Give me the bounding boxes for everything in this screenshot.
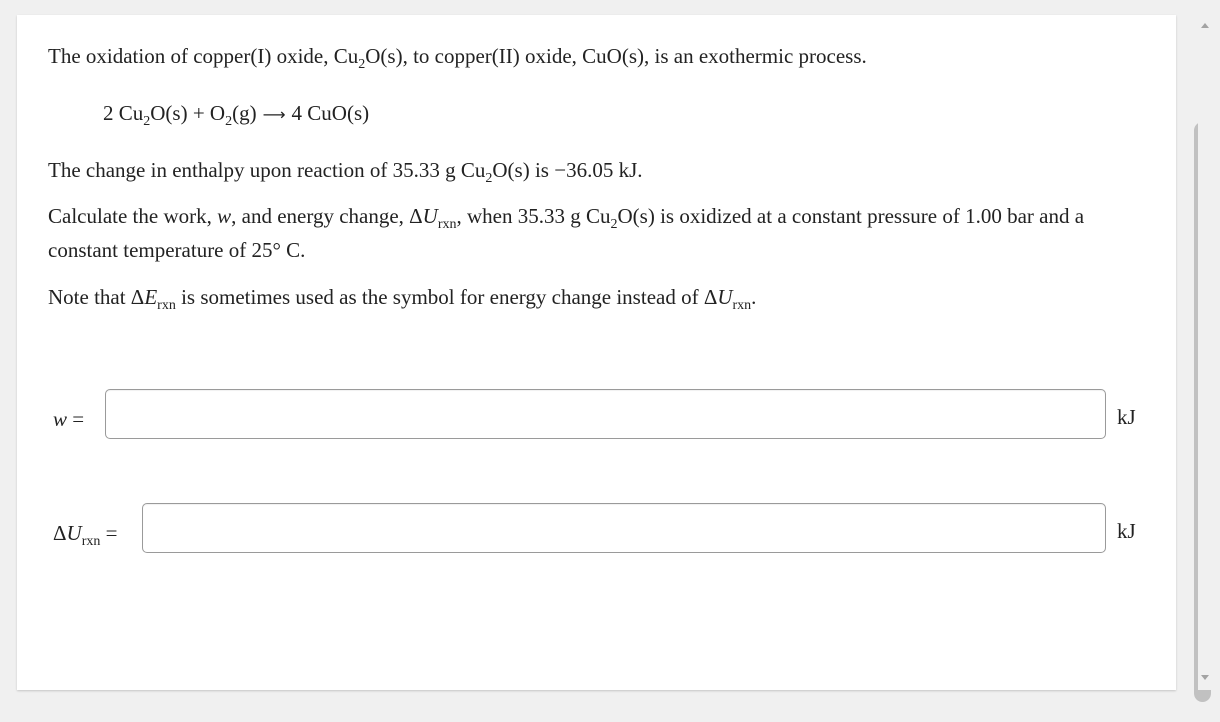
scrollbar-track[interactable] — [1198, 15, 1218, 690]
scroll-down-icon[interactable] — [1201, 675, 1209, 680]
note-text-mid: is sometimes used as the symbol for energy change instead of Δ — [175, 285, 718, 309]
enthalpy-text: The change in enthalpy upon reaction of 35.33 g Cu — [48, 158, 486, 182]
calculation-prompt — [48, 199, 1128, 267]
subscript: 2 — [225, 114, 233, 129]
work-symbol: w — [217, 204, 232, 228]
u-symbol: U — [717, 285, 733, 309]
calc-text-mid: , and energy change, Δ — [231, 204, 423, 228]
equals-sign: = — [67, 407, 85, 431]
subscript: 2 — [358, 57, 366, 72]
reaction-equation — [103, 96, 369, 132]
work-answer-input[interactable] — [105, 389, 1106, 439]
delta-symbol: Δ — [53, 521, 67, 545]
question-intro — [48, 39, 867, 73]
rxn-subscript: rxn — [157, 298, 176, 313]
symbol-note — [48, 280, 756, 314]
calc-text-mass: , when 35.33 g Cu — [456, 204, 611, 228]
rxn-subscript: rxn — [732, 298, 752, 313]
intro-text-end: O(s), to copper(II) oxide, CuO(s), is an exothermic process. — [365, 44, 867, 68]
calc-text: Calculate the work, — [48, 204, 218, 228]
intro-text: The oxidation of copper(I) oxide, Cu — [48, 44, 359, 68]
energy-change-answer-input[interactable] — [142, 503, 1106, 553]
scroll-up-icon[interactable] — [1201, 23, 1209, 28]
reactant-o2: O(s) + O — [150, 101, 226, 125]
reactant-cu2o: 2 Cu — [103, 101, 144, 125]
equals-sign: = — [100, 521, 118, 545]
energy-label-symbol: U — [66, 521, 82, 545]
subscript: 2 — [143, 114, 151, 129]
reaction-arrow-icon: ⟶ — [262, 105, 286, 124]
energy-symbol: U — [422, 204, 438, 228]
work-label-symbol: w — [53, 407, 68, 431]
enthalpy-statement — [48, 153, 643, 187]
rxn-subscript: rxn — [81, 534, 101, 549]
enthalpy-value: O(s) is −36.05 kJ. — [492, 158, 643, 182]
note-text: Note that Δ — [48, 285, 145, 309]
work-unit: kJ — [1117, 405, 1136, 429]
energy-change-unit: kJ — [1117, 519, 1136, 543]
e-symbol: E — [144, 285, 158, 309]
product-cuo: 4 CuO(s) — [291, 101, 370, 125]
rxn-subscript: rxn — [437, 217, 457, 232]
question-panel — [17, 15, 1176, 690]
note-text-end: . — [751, 285, 757, 309]
subscript: 2 — [610, 217, 618, 232]
o2-state: (g) — [232, 101, 257, 125]
energy-change-label — [53, 521, 118, 549]
subscript: 2 — [485, 171, 493, 186]
calc-text-end: O(s) is oxidized at a constant pressure of 1.00 bar and a constant temperature of 25° C. — [48, 204, 1085, 262]
work-label — [53, 407, 84, 432]
